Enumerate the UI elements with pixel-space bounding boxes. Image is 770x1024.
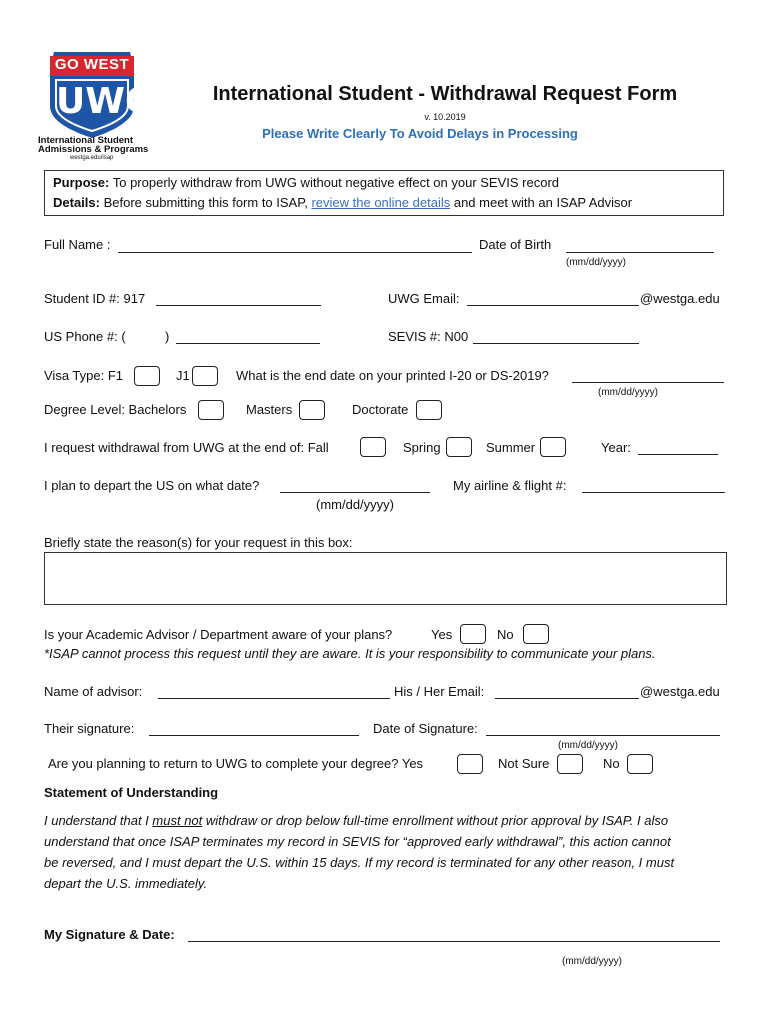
full-name-label: Full Name : xyxy=(44,237,111,252)
advisor-email-label: His / Her Email: xyxy=(394,684,485,699)
visa-type-label: Visa Type: F1 xyxy=(44,368,124,383)
statement-line-3: be reversed, and I must depart the U.S. within 15 days. If my record is terminated for any other reason, I must xyxy=(44,855,675,870)
details-text-a: Before submitting this form to ISAP, xyxy=(103,195,308,210)
isap-note: *ISAP cannot process this request until they are aware. It is your responsibility to communicate your plans. xyxy=(44,646,656,661)
visa-j1-label: J1 xyxy=(176,368,190,383)
depart-date-format: (mm/dd/yyyy) xyxy=(316,497,394,512)
not-sure-checkbox[interactable] xyxy=(557,754,583,774)
aware-no-checkbox[interactable] xyxy=(523,624,549,644)
airline-label: My airline & flight #: xyxy=(453,478,567,493)
phone-field[interactable] xyxy=(176,343,320,344)
aware-no-label: No xyxy=(497,627,514,642)
masters-label: Masters xyxy=(246,402,293,417)
masters-checkbox[interactable] xyxy=(299,400,325,420)
advisor-aware-question: Is your Academic Advisor / Department aware of your plans? xyxy=(44,627,393,642)
logo-banner: GO WEST xyxy=(54,56,130,73)
details-label: Details: xyxy=(53,195,100,210)
phone-paren: ) xyxy=(165,329,170,344)
fall-checkbox[interactable] xyxy=(360,437,386,457)
details-line xyxy=(53,195,632,211)
statement-line-1 xyxy=(44,813,668,829)
year-field[interactable] xyxy=(638,454,718,455)
withdraw-term-label: I request withdrawal from UWG at the end of: Fall xyxy=(44,440,329,455)
visa-j1-checkbox[interactable] xyxy=(192,366,218,386)
doctorate-label: Doctorate xyxy=(352,402,409,417)
full-name-field[interactable] xyxy=(118,252,472,253)
logo-line2: Admissions & Programs xyxy=(38,144,149,155)
aware-yes-label: Yes xyxy=(431,627,453,642)
date-signature-format: (mm/dd/yyyy) xyxy=(558,740,618,751)
statement-must-not: must not xyxy=(152,813,203,828)
purpose-text: To properly withdraw from UWG without negative effect on your SEVIS record xyxy=(112,175,560,190)
end-date-question: What is the end date on your printed I-20 or DS-2019? xyxy=(236,368,549,383)
dob-format: (mm/dd/yyyy) xyxy=(566,257,626,268)
dob-label: Date of Birth xyxy=(479,237,552,252)
advisor-name-field[interactable] xyxy=(158,698,390,699)
uwg-email-label: UWG Email: xyxy=(388,291,460,306)
uwg-email-field[interactable] xyxy=(467,305,639,306)
depart-date-field[interactable] xyxy=(280,492,430,493)
end-date-format: (mm/dd/yyyy) xyxy=(598,387,658,398)
spring-checkbox[interactable] xyxy=(446,437,472,457)
spring-label: Spring xyxy=(403,440,441,455)
reason-label: Briefly state the reason(s) for your request in this box: xyxy=(44,535,353,550)
return-yes-checkbox[interactable] xyxy=(457,754,483,774)
aware-yes-checkbox[interactable] xyxy=(460,624,486,644)
form-title: International Student - Withdrawal Request Form xyxy=(212,83,678,105)
uwg-email-suffix: @westga.edu xyxy=(640,291,720,306)
end-date-field[interactable] xyxy=(572,382,724,383)
form-version: v. 10.2019 xyxy=(424,112,466,122)
review-details-link[interactable]: review the online details xyxy=(311,195,451,210)
date-signature-field[interactable] xyxy=(486,735,720,736)
statement-p1-b: withdraw or drop below full-time enrollment without prior approval by ISAP. I also xyxy=(202,813,669,828)
uwg-logo xyxy=(36,48,155,161)
dob-field[interactable] xyxy=(566,252,714,253)
advisor-signature-label: Their signature: xyxy=(44,721,135,736)
form-subtitle: Please Write Clearly To Avoid Delays in Processing xyxy=(262,126,578,141)
advisor-email-field[interactable] xyxy=(495,698,639,699)
my-signature-label: My Signature & Date: xyxy=(44,927,175,942)
advisor-name-label: Name of advisor: xyxy=(44,684,143,699)
depart-question: I plan to depart the US on what date? xyxy=(44,478,260,493)
student-id-label: Student ID #: 917 xyxy=(44,291,146,306)
statement-p1-a: I understand that I xyxy=(44,813,153,828)
date-signature-label: Date of Signature: xyxy=(373,721,478,736)
purpose-line xyxy=(53,175,559,191)
student-id-field[interactable] xyxy=(156,305,321,306)
logo-url: westga.edu/isap xyxy=(70,155,114,161)
return-question: Are you planning to return to UWG to complete your degree? Yes xyxy=(48,756,424,771)
my-signature-format: (mm/dd/yyyy) xyxy=(562,956,622,967)
summer-checkbox[interactable] xyxy=(540,437,566,457)
logo-line1: International Student xyxy=(38,135,133,146)
degree-level-label: Degree Level: Bachelors xyxy=(44,402,187,417)
sevis-label: SEVIS #: N00 xyxy=(388,329,469,344)
my-signature-field[interactable] xyxy=(188,941,720,942)
statement-heading: Statement of Understanding xyxy=(44,785,219,800)
phone-label: US Phone #: ( xyxy=(44,329,126,344)
doctorate-checkbox[interactable] xyxy=(416,400,442,420)
advisor-email-suffix: @westga.edu xyxy=(640,684,720,699)
summer-label: Summer xyxy=(486,440,536,455)
bachelors-checkbox[interactable] xyxy=(198,400,224,420)
statement-line-4: depart the U.S. immediately. xyxy=(44,876,208,891)
details-text-b: and meet with an ISAP Advisor xyxy=(453,195,633,210)
advisor-signature-field[interactable] xyxy=(149,735,359,736)
logo-letters: UWG xyxy=(56,81,155,122)
not-sure-label: Not Sure xyxy=(498,756,550,771)
year-label: Year: xyxy=(601,440,631,455)
purpose-label: Purpose: xyxy=(53,175,110,190)
statement-line-2: understand that once ISAP terminates my record in SEVIS for “approved early withdrawal”, this action cannot xyxy=(44,834,671,849)
return-no-label: No xyxy=(603,756,620,771)
visa-f1-checkbox[interactable] xyxy=(134,366,160,386)
reason-textbox[interactable] xyxy=(44,552,727,605)
purpose-box xyxy=(44,170,724,216)
airline-field[interactable] xyxy=(582,492,725,493)
return-no-checkbox[interactable] xyxy=(627,754,653,774)
sevis-field[interactable] xyxy=(473,343,639,344)
